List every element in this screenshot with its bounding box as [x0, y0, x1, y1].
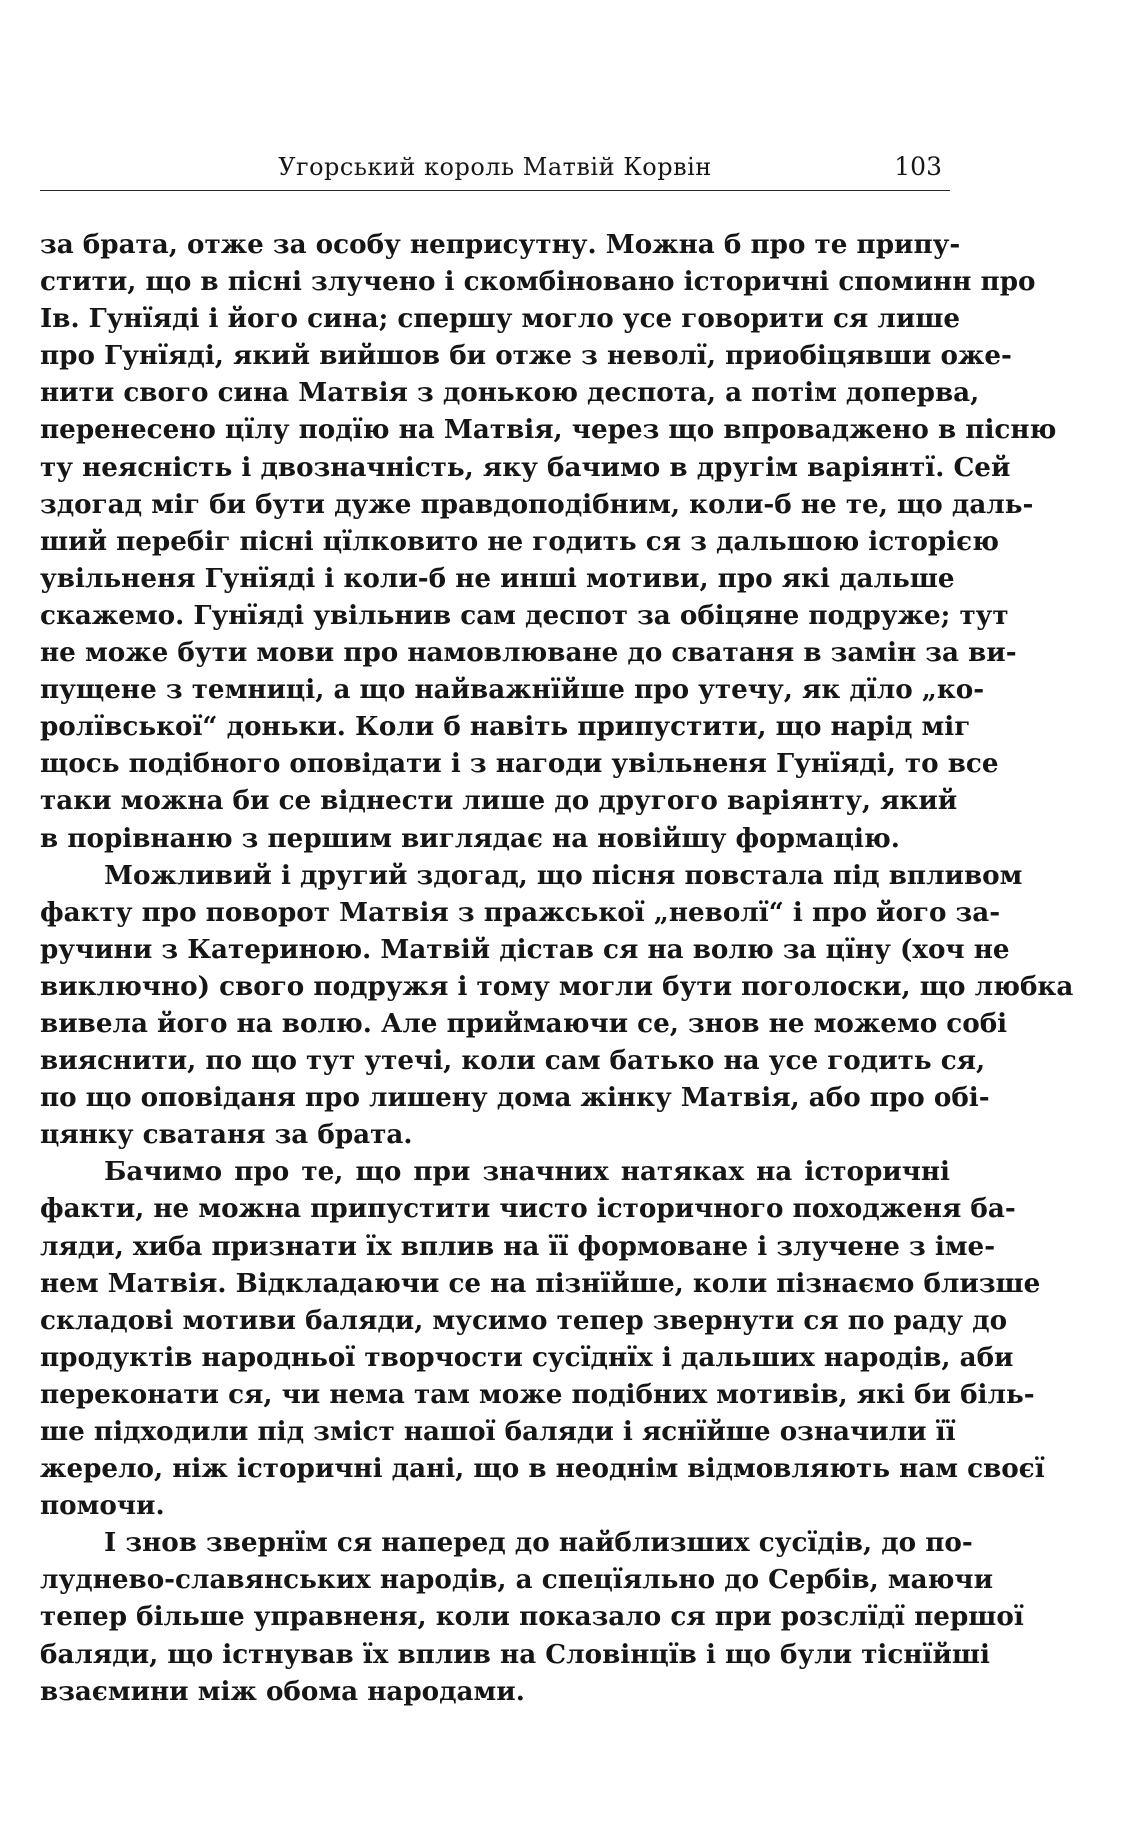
text-line: за брата, отже за особу неприсутну. Можна б про те припу- — [40, 229, 961, 260]
text-line: факту про поворот Матвія з пражської „неволї“ і про його за- — [40, 896, 1001, 928]
text-line: стити, що в пісні злучено і скомбіновано історичні споминн про — [40, 266, 1036, 298]
text-line: жерело, ніж історичні дані, що в неоднім відмовляють нам своєї — [40, 1453, 1045, 1485]
text-line: нити свого сина Матвія з донькою деспота, а потім доперва, — [40, 377, 980, 409]
text-line: виключно) свого подружя і тому могли бути поголоски, що любка — [40, 970, 1074, 1002]
text-line: продуктів народньої творчости сусїднїх і дальших народів, аби — [40, 1341, 1014, 1373]
text-line: увільненя Гунїяді і коли-б не инші мотиви, про які дальше — [40, 562, 955, 594]
text-line: факти, не можна припустити чисто історичного походженя ба- — [40, 1193, 1016, 1225]
text-line: І знов звернїм ся наперед до найблизших сусїдів, до по- — [104, 1527, 973, 1559]
text-line: Ів. Гунїяді і його сина; спершу могло усе говорити ся лише — [40, 303, 961, 335]
text-line: ше підходили під зміст нашої баляди і яснїйше означили її — [40, 1416, 956, 1447]
text-line: тепер більше управненя, коли показало ся при розслїдї першої — [40, 1601, 1024, 1633]
body-text — [40, 226, 1074, 1710]
text-line: Бачимо про те, що при значних натяках на історичні — [104, 1156, 950, 1188]
running-head-title: Угорський король Матвій Корвін — [278, 153, 712, 181]
paragraph-3 — [40, 1153, 1045, 1524]
text-line: ший перебіг пісні цїлковито не годить ся з дальшою історією — [40, 525, 999, 557]
text-line: не може бути мови про намовлюване до сватаня в замін за ви- — [40, 637, 1017, 669]
text-line: помочи. — [40, 1490, 165, 1522]
text-line: вияснити, по що тут утечі, коли сам батько на усе годить ся, — [40, 1045, 986, 1077]
text-line: ту неясність і двозначність, яку бачимо в другім варіянтї. Сей — [40, 451, 1011, 483]
text-line: перенесено цїлу подїю на Матвія, через що впроваджено в пісню — [40, 414, 1057, 446]
text-line: Можливий і другий здогад, що пісня повстала під впливом — [104, 859, 1023, 891]
text-line: скажемо. Гунїяді увільнив сам деспот за обіцяне подруже; тут — [40, 599, 1009, 631]
paragraph-4 — [40, 1524, 1024, 1709]
text-line: нем Матвія. Відкладаючи се на пізнїйше, коли пізнаємо близше — [40, 1267, 1041, 1299]
text-line: щось подібного оповідати і з нагоди увільненя Гунїяді, то все — [40, 748, 999, 780]
text-line: луднево-славянських народів, а спецїяльно до Сербів, маючи — [40, 1564, 994, 1596]
text-line: по що оповіданя про лишену дома жінку Матвія, або про обі- — [40, 1082, 990, 1114]
paragraph-1 — [40, 226, 1057, 857]
text-line: здогад міг би бути дуже правдоподібним, коли-б не те, що даль- — [40, 488, 1034, 520]
text-line: таки можна би се віднести лише до другого варіянту, який — [40, 785, 958, 817]
text-line: ролївської“ доньки. Коли б навіть припустити, що нарід міг — [40, 711, 971, 743]
text-line: ручини з Катериною. Матвій дістав ся на волю за цїну (хоч не — [40, 933, 1010, 965]
text-line: про Гунїяді, який вийшов би отже з неволї, приобіцявши оже- — [40, 340, 1012, 372]
text-line: переконати ся, чи нема там може подібних мотивів, які би біль- — [40, 1378, 1035, 1410]
text-line: складові мотиви баляди, мусимо тепер звернути ся по раду до — [40, 1304, 1008, 1336]
text-line: баляди, що істнував їх вплив на Словінцїв і що були тіснїйші — [40, 1638, 990, 1670]
text-line: вивела його на волю. Але приймаючи се, знов не можемо собі — [40, 1007, 1008, 1039]
text-line: взаємини між обома народами. — [40, 1675, 525, 1707]
text-line: в порівнаню з першим виглядає на новійшу формацію. — [40, 822, 900, 854]
header-rule — [40, 190, 950, 191]
page-number: 103 — [894, 152, 942, 181]
running-head — [40, 152, 950, 188]
text-line: цянку сватаня за брата. — [40, 1119, 413, 1151]
paragraph-2 — [40, 857, 1074, 1154]
text-line: пущене з темниці, а що найважнїйше про утечу, як дїло „ко- — [40, 674, 985, 706]
text-line: ляди, хиба признати їх вплив на її формоване і злучене з іме- — [40, 1230, 996, 1262]
